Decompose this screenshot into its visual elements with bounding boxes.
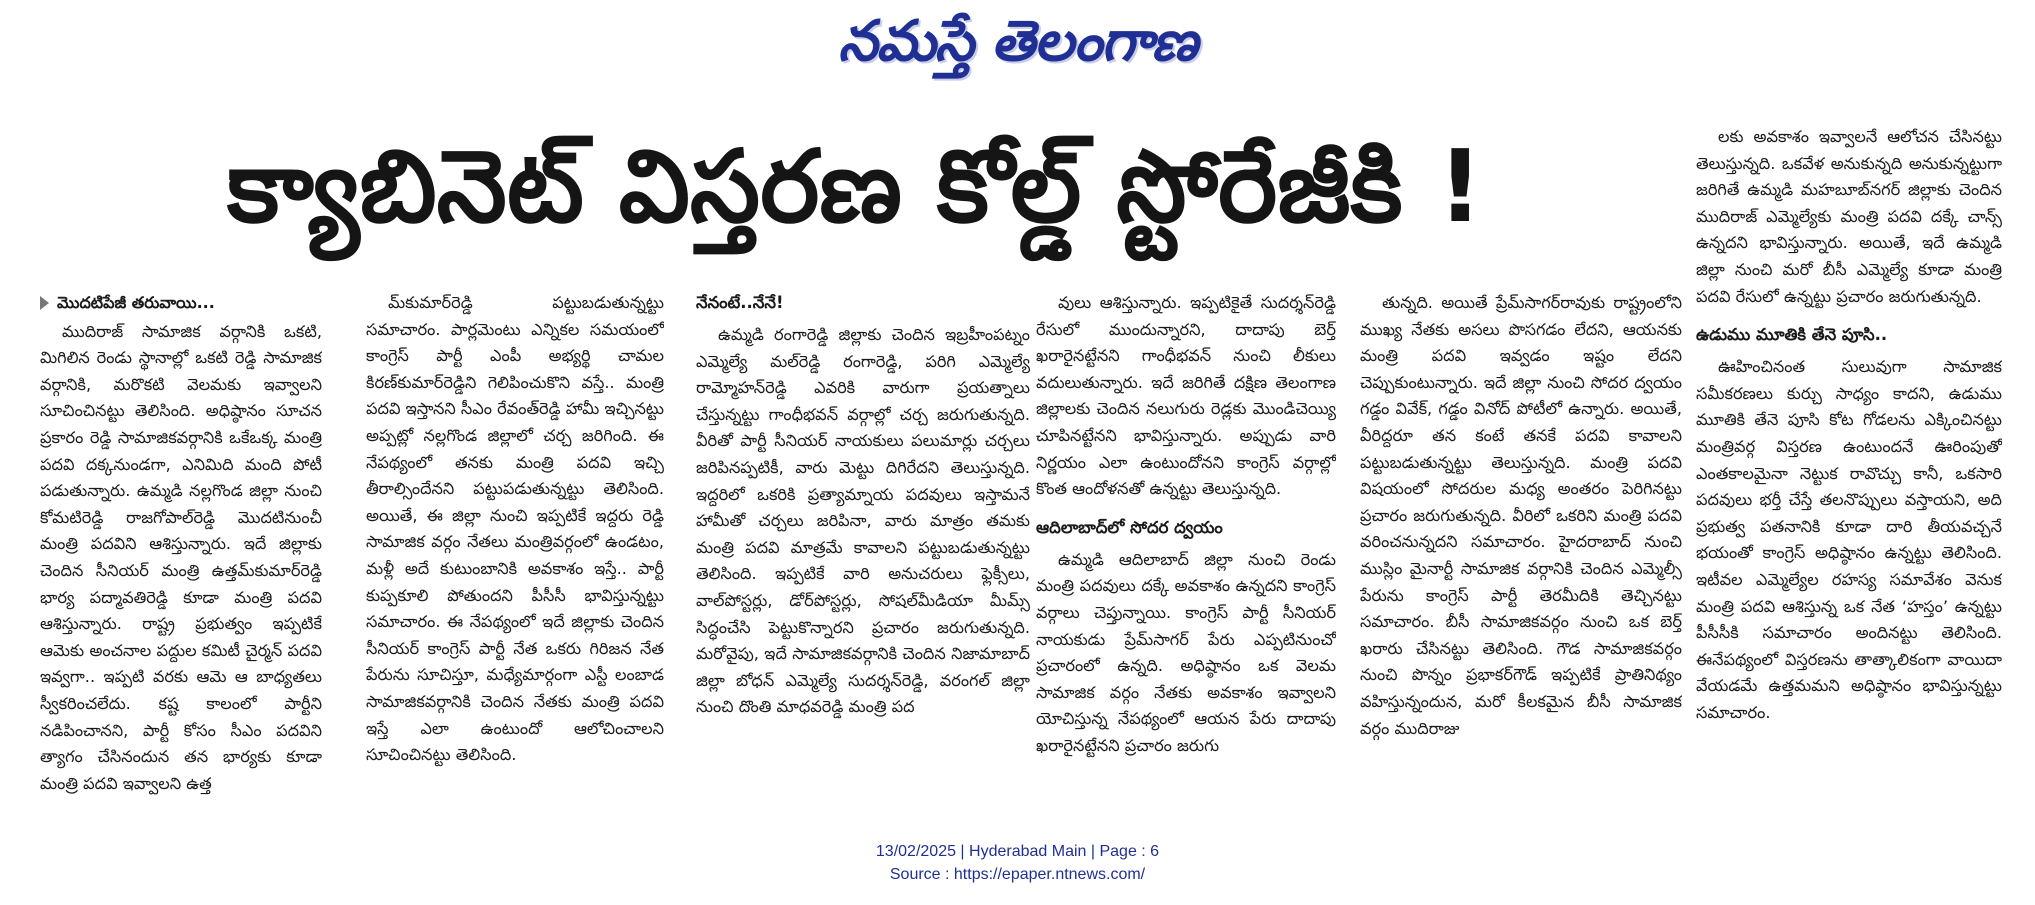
continuation-marker (40, 290, 322, 317)
subheading: నేనంటే..నేనే! (696, 293, 784, 312)
paragraph: మ్‌కుమార్‌రెడ్డి పట్టుబడుతున్నట్టు సమాచారం. పార్లమెంటు ఎన్నికల సమయంలో కాంగ్రెస్ పార్టీ ఎంపీ అభ్యర్థి చామల కిరణ్‌కుమార్‌రెడ్డిని గెలిపించుకొని వస్తే.. మంత్రి పదవి ఇస్తానని సీఎం రేవంత్‌రెడ్డి హామీ ఇచ్చినట్టు అప్పట్లో నల్లగొండ జిల్లాలో చర్చ జరిగింది. ఈ నేపథ్యంలో తనకు మంత్రి పదవి ఇచ్చి తీరాల్సిందేనని పట్టుపడుతున్నట్టు తెలిసింది. అయితే, ఈ జిల్లా నుంచి ఇప్పటికే ఇద్దరు రెడ్డి సామాజిక వర్గం నేతలు మంత్రివర్గంలో ఉండటం, మళ్లీ అదే కుటుంబానికి అవకాశం ఇస్తే.. పార్టీ కుప్పకూలి పోతుందని పీసీసీ భావిస్తున్నట్టు సమాచారం. ఈ నేపథ్యంలో ఇదే జిల్లాకు చెందిన సీనియర్ కాంగ్రెస్ పార్టీ నేత ఒకరు గిరిజన నేత పేరును సూచిస్తూ, మధ్యేమార్గంగా ఎస్టీ లంబాడ సామాజికవర్గానికి చెందిన నేతకు మంత్రి పదవి ఇస్తే ఎలా ఉంటుందో ఆలోచించాలని సూచించినట్టు తెలిసింది. (366, 293, 664, 765)
paragraph: ఉమ్మడి రంగారెడ్డి జిల్లాకు చెందిన ఇబ్రహీంపట్నం ఎమ్మెల్యే మల్‌రెడ్డి రంగారెడ్డి, పరిగి ఎమ్మెల్యే రామ్మోహన్‌రెడ్డి ఎవరికి వారుగా ప్రయత్నాలు చేస్తున్నట్టు గాంధీభవన్ వర్గాల్లో చర్చ జరుగుతున్నది. వీరితో పార్టీ సీనియర్ నాయకులు పలుమార్లు చర్చలు జరిపినప్పటికీ, వారు మెట్టు దిగిరేదని తెలుస్తున్నది. ఇద్దరిలో ఒకరికి ప్రత్యామ్నాయ పదవులు ఇస్తామనే హామీతో చర్చలు జరిపినా, వారు మాత్రం తమకు మంత్రి పదవి మాత్రమే కావాలని పట్టుబడుతున్నట్టు తెలిసింది. ఇప్పటికే వారి అనుచరులు ఫ్లెక్సీలు, వాల్‌పోస్టర్లు, డోర్‌పోస్టర్లు, సోషల్‌మీడియా మీమ్స్ సిద్ధంచేసి పెట్టుకొన్నారని ప్రచారం జరుగుతున్నది. మరోవైపు, ఇదే సామాజికవర్గానికి చెందిన నిజామాబాద్ జిల్లా బోధన్ ఎమ్మెల్యే సుదర్శన్‌రెడ్డి, వరంగల్ జిల్లా నుంచి దొంతి మాధవరెడ్డి మంత్రి పద (696, 325, 1030, 717)
paragraph: వులు ఆశిస్తున్నారు. ఇప్పటికైతే సుదర్శన్‌రెడ్డి రేసులో ముందున్నారని, దాదాపు బెర్త్ ఖరారైనట్టేనని గాంధీభవన్ నుంచి లీకులు వదులుతున్నారు. ఇదే జరిగితే దక్షిణ తెలంగాణ జిల్లాలకు చెందిన నలుగురు రెడ్లకు మొండిచెయ్యి చూపినట్టేనని భావిస్తున్నారు. అప్పుడు వారి నిర్ణయం ఎలా ఉంటుందోనని కాంగ్రెస్ వర్గాల్లో కొంత ఆందోళనతో ఉన్నట్టు తెలుస్తున్నది. (1036, 293, 1336, 499)
subheading: ఆదిలాబాద్‌లో సోదర ద్వయం (1036, 517, 1223, 537)
article-column-3 (696, 290, 1030, 810)
paragraph: ఊహించినంత సులువుగా సామాజిక సమీకరణలు కుర్చు సాధ్యం కాదని, ఉడుము మూతికి తేనె పూసి కోట గోడలను ఎక్కించినట్టు మంత్రివర్గ విస్తరణ ఉంటుందనే ఊరింపుతో ఎంతకాలమైనా నెట్టుక రావొచ్చు కానీ, ఒకసారి పదవులు భర్తీ చేస్తే తలనొప్పులు వస్తాయని, అది ప్రభుత్వ పతనానికి కూడా దారి తీయవచ్చనే భయంతో కాంగ్రెస్ అధిష్ఠానం ఉన్నట్టు తెలిసింది. ఇటీవల ఎమ్మెల్యేల రహస్య సమావేశం వెనుక మంత్రి పదవి ఆశిస్తున్న ఒక నేత ‘హస్తం’ ఉన్నట్టు పీసీసీకి సమాచారం అందినట్టు తెలిసింది. ఈనేపథ్యంలో విస్తరణను తాత్కాలికంగా వాయిదా వేయడమే ఉత్తమమని అధిష్ఠానం భావిస్తున్నట్టు సమాచారం. (1696, 357, 2002, 722)
subheading: ఉడుము మూతికి తేనె పూసి.. (1696, 325, 1888, 345)
continued-from-label: మొదటిపేజీ తరువాయి... (57, 293, 215, 312)
article-column-1 (40, 290, 322, 810)
newspaper-logo: నమస్తే తెలంగాణ (838, 9, 1197, 74)
article-column-5 (1360, 290, 1682, 810)
article-column-6 (1696, 124, 2002, 824)
source-link[interactable]: Source : https://epaper.ntnews.com/ (889, 866, 1146, 883)
article-column-4 (1036, 290, 1336, 810)
paragraph: ముదిరాజ్ సామాజిక వర్గానికి ఒకటి, మిగిలిన రెండు స్థానాల్లో ఒకటి రెడ్డి సామాజిక వర్గానికి, మరొకటి వెలమకు ఇవ్వాలని సూచించినట్టు తెలిసింది. అధిష్ఠానం సూచన ప్రకారం రెడ్డి సామాజికవర్గానికి ఒకేఒక్క మంత్రి పదవి దక్కనుండగా, ఎనిమిది మంది పోటీ పడుతున్నారు. ఉమ్మడి నల్లగొండ జిల్లా నుంచి కోమటిరెడ్డి రాజగోపాల్‌రెడ్డి మొదటినుంచీ మంత్రి పదవిని ఆశిస్తున్నారు. ఇదే జిల్లాకు చెందిన సీనియర్ మంత్రి ఉత్తమ్‌కుమార్‌రెడ్డి భార్య పద్మావతిరెడ్డి కూడా మంత్రి పదవి ఆశిస్తున్నారు. రాష్ట్ర ప్రభుత్వం ఇప్పటికే ఆమెకు అంచనాల పద్దుల కమిటీ చైర్మన్ పదవి ఇవ్వగా.. ఇప్పటి వరకు ఆమె ఆ బాధ్యతలు స్వీకరించలేదు. కష్ట కాలంలో పార్టీని నడిపించానని, పార్టీ కోసం సీఎం పదవిని త్యాగం చేసినందున తన భార్యకు కూడా మంత్రి పదవి ఇవ్వాలని ఉత్త (40, 321, 322, 793)
article-headline: క్యాబినెట్ విస్తరణ కోల్డ్ స్టోరేజీకి ! (226, 128, 1484, 245)
masthead (0, 2, 2035, 82)
paragraph: లకు అవకాశం ఇవ్వాలనే ఆలోచన చేసినట్టు తెలుస్తున్నది. ఒకవేళ అనుకున్నది అనుకున్నట్టుగా జరిగితే ఉమ్మడి మహబూబ్‌నగర్ జిల్లాకు చెందిన ముదిరాజ్ ఎమ్మెల్యేకు మంత్రి పదవి దక్కే చాన్స్ ఉన్నదని భావిస్తున్నారు. అయితే, ఇదే ఉమ్మడి జిల్లా నుంచి మరో బీసీ ఎమ్మెల్యే కూడా మంత్రి పదవి రేసులో ఉన్నట్టు ప్రచారం జరుగుతున్నది. (1696, 127, 2002, 306)
article-column-2 (366, 290, 664, 810)
paragraph: తున్నది. అయితే ప్రేమ్‌సాగర్‌రావుకు రాష్ట్రంలోని ముఖ్య నేతకు అసలు పొసగడం లేదని, ఆయనకు మంత్రి పదవి ఇవ్వడం ఇష్టం లేదని చెప్పుకుంటున్నారు. ఇదే జిల్లా నుంచి సోదర ద్వయం గడ్డం వివేక్, గడ్డం వినోద్ పోటీలో ఉన్నారు. అయితే, వీరిద్దరూ తన కంటే తనకే పదవి కావాలని పట్టుబడుతున్నట్టు తెలుస్తున్నది. మంత్రి పదవి విషయంలో సోదరుల మధ్య అంతరం పెరిగినట్టు ప్రచారం జరుగుతున్నది. వీరిలో ఒకరిని మంత్రి పదవి వరించనున్నదని సమాచారం. హైదరాబాద్ నుంచి ముస్లిం మైనార్టీ సామాజిక వర్గానికి చెందిన ఎమ్మెల్సీ పేరును కాంగ్రెస్ పార్టీ తెరమీదికి తెచ్చినట్టు సమాచారం. బీసీ సామాజికవర్గం నుంచి ఒక బెర్త్ ఖరారు చేసినట్టు తెలిసింది. గౌడ సామాజికవర్గం నుంచి పొన్నం ప్రభాకర్‌గౌడ్ ఇప్పటికే ప్రాతినిథ్యం వహిస్తున్నందున, మరో కీలకమైన బీసీ సామాజిక వర్గం ముదిరాజు (1360, 293, 1682, 738)
arrow-right-icon (40, 296, 49, 310)
paragraph: ఉమ్మడి ఆదిలాబాద్ జిల్లా నుంచి రెండు మంత్రి పదవులు దక్కే అవకాశం ఉన్నదని కాంగ్రెస్ వర్గాలు చెప్తున్నాయి. కాంగ్రెస్ పార్టీ సీనియర్ నాయకుడు ప్రేమ్‌సాగర్ పేరు ఎప్పటినుంచో ప్రచారంలో ఉన్నది. అధిష్ఠానం ఒక వెలమ సామాజిక వర్గం నేతకు అవకాశం ఇవ్వాలని యోచిస్తున్న నేపథ్యంలో ఆయన పేరు దాదాపు ఖరారైనట్టేనని ప్రచారం జరుగు (1036, 549, 1336, 755)
edition-info: 13/02/2025 | Hyderabad Main | Page : 6 (875, 843, 1160, 860)
